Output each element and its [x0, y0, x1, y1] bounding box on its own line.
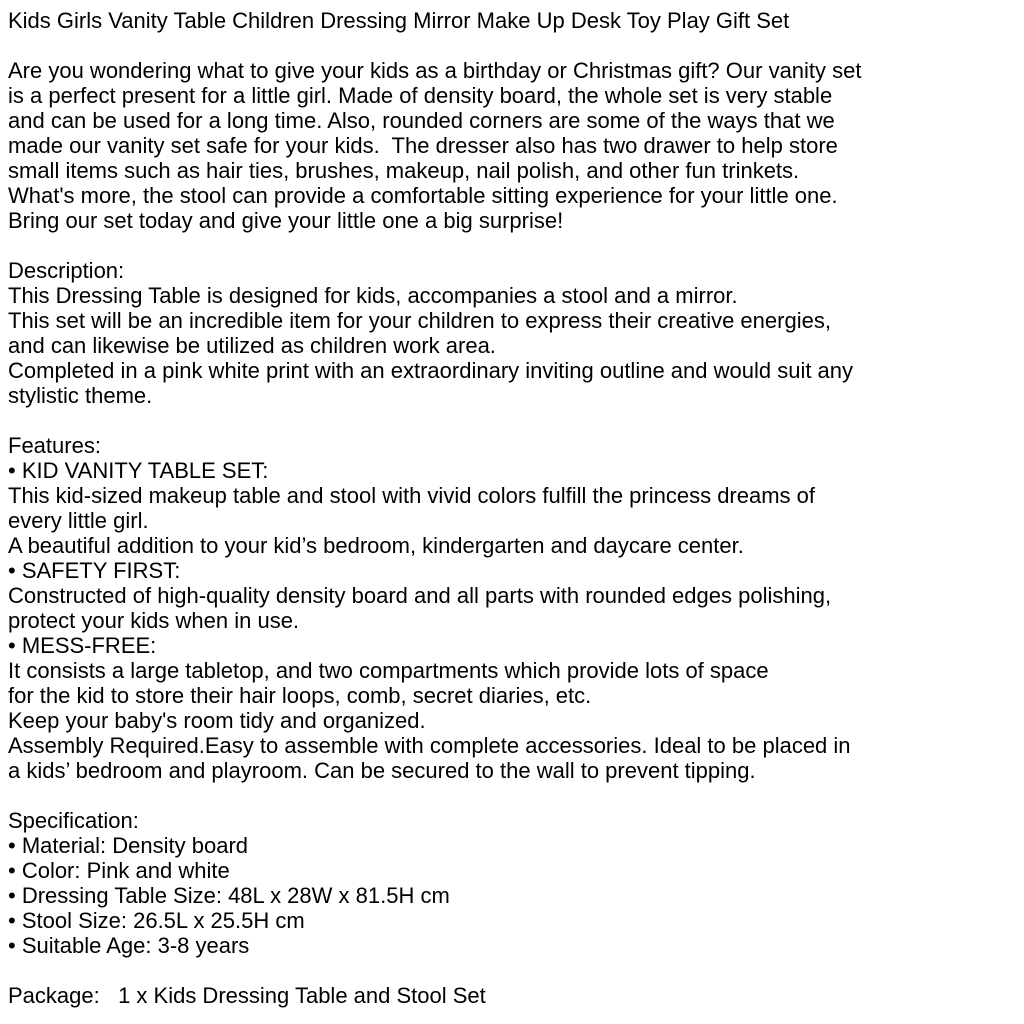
intro-line: and can be used for a long time. Also, rounded corners are some of the ways that we: [8, 108, 835, 133]
features-line: a kids’ bedroom and playroom. Can be secured to the wall to prevent tipping.: [8, 758, 756, 783]
specification-item: • Color: Pink and white: [8, 858, 230, 883]
description-line: stylistic theme.: [8, 383, 153, 408]
specification-item: • Material: Density board: [8, 833, 249, 858]
spacer: [8, 233, 1018, 258]
specification-item: • Dressing Table Size: 48L x 28W x 81.5H cm: [8, 883, 450, 908]
description-line: Completed in a pink white print with an extraordinary inviting outline and would suit any: [8, 358, 854, 383]
description-line: This Dressing Table is designed for kids, accompanies a stool and a mirror.: [8, 283, 738, 308]
features-line: It consists a large tabletop, and two compartments which provide lots of space: [8, 658, 769, 683]
specification-section: [8, 808, 1018, 958]
features-line: Constructed of high-quality density board and all parts with rounded edges polishing,: [8, 583, 832, 608]
intro-paragraph: [8, 58, 1018, 233]
intro-line: small items such as hair ties, brushes, makeup, nail polish, and other fun trinkets.: [8, 158, 800, 183]
features-line: • SAFETY FIRST:: [8, 558, 181, 583]
spacer: [8, 783, 1018, 808]
features-line: Assembly Required.Easy to assemble with complete accessories. Ideal to be placed in: [8, 733, 851, 758]
features-line: This kid-sized makeup table and stool with vivid colors fulfill the princess dreams of: [8, 483, 816, 508]
intro-line: Are you wondering what to give your kids as a birthday or Christmas gift? Our vanity set: [8, 58, 862, 83]
features-line: • KID VANITY TABLE SET:: [8, 458, 269, 483]
description-section: [8, 258, 1018, 408]
features-section: [8, 433, 1018, 783]
product-document: [8, 8, 1018, 1008]
spacer: [8, 958, 1018, 983]
intro-line: What's more, the stool can provide a comfortable sitting experience for your little one.: [8, 183, 838, 208]
features-line: A beautiful addition to your kid’s bedroom, kindergarten and daycare center.: [8, 533, 744, 558]
features-line: • MESS-FREE:: [8, 633, 157, 658]
spacer: [8, 33, 1018, 58]
document-title: Kids Girls Vanity Table Children Dressing Mirror Make Up Desk Toy Play Gift Set: [8, 8, 790, 33]
package-line: Package: 1 x Kids Dressing Table and Stool Set: [8, 983, 486, 1008]
specification-heading: Specification:: [8, 808, 139, 833]
features-heading: Features:: [8, 433, 101, 458]
features-line: for the kid to store their hair loops, comb, secret diaries, etc.: [8, 683, 592, 708]
description-line: and can likewise be utilized as children work area.: [8, 333, 496, 358]
specification-item: • Suitable Age: 3-8 years: [8, 933, 250, 958]
specification-item: • Stool Size: 26.5L x 25.5H cm: [8, 908, 305, 933]
features-line: protect your kids when in use.: [8, 608, 300, 633]
intro-line: Bring our set today and give your little one a big surprise!: [8, 208, 564, 233]
intro-line: made our vanity set safe for your kids. The dresser also has two drawer to help store: [8, 133, 838, 158]
features-line: Keep your baby's room tidy and organized.: [8, 708, 426, 733]
description-heading: Description:: [8, 258, 125, 283]
spacer: [8, 408, 1018, 433]
description-line: This set will be an incredible item for your children to express their creative energies,: [8, 308, 831, 333]
intro-line: is a perfect present for a little girl. Made of density board, the whole set is very stable: [8, 83, 833, 108]
features-line: every little girl.: [8, 508, 149, 533]
